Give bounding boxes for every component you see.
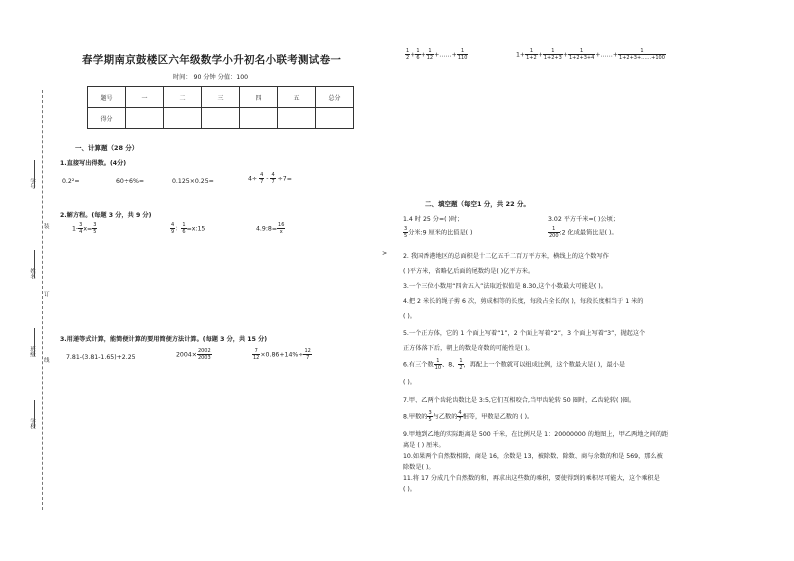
- side-word-zhuang: 装: [44, 224, 50, 230]
- q1-item: 0.2²=: [62, 178, 80, 185]
- fraction: $\frac{1}{12}$: [426, 48, 434, 61]
- q1-text: =: [286, 175, 292, 183]
- header-cell: 三: [202, 87, 240, 108]
- side-word-ding: 订: [44, 292, 50, 298]
- sum-expression-1: $\frac{1}{2}$ + $\frac{1}{6}$ + $\frac{1}{12}$ +……+ $\frac{1}{110}$: [406, 48, 468, 61]
- fraction: $\frac{3}{5}$: [428, 410, 432, 423]
- binding-line: [42, 90, 43, 510]
- fraction: $\frac{1}{1+2+3+4}$: [569, 48, 595, 61]
- fill-line-18: 11.将 17 分成几个自然数的和，再求出这些数的乘积，要使得到的乘积尽可能大，这个乘积是: [403, 475, 660, 482]
- fraction: $\frac{1}{1+2}$: [526, 48, 537, 61]
- page-title: 春学期南京鼓楼区六年级数学小升初名小联考测试卷一: [82, 54, 342, 66]
- fill-line-13: 8.甲数的 $\frac{3}{5}$ 与乙数的 $\frac{4}{7}$ 相等，甲数是乙数的 ( )。: [403, 410, 534, 423]
- name-blank[interactable]: [34, 250, 35, 278]
- side-label-name: 姓名: [29, 268, 35, 279]
- q1-text: ÷: [277, 175, 283, 183]
- fill-line-1b: 3.02 平方千米=( )公顷；: [548, 216, 620, 223]
- fraction: $\frac{3}{5}$: [404, 226, 408, 239]
- fill-line-5: 3.一个三位小数用“四舍五入”法取近似值是 8.30,这个小数最大可能是( )。: [403, 283, 607, 290]
- fraction: $\frac{1}{2}$: [406, 48, 410, 61]
- q3-expr1: 7.81-(3.81-1.65)+2.25: [66, 354, 136, 361]
- fraction: $\frac{1}{2}$: [459, 358, 463, 371]
- header-cell: 题号: [88, 87, 126, 108]
- part1-heading: 一、计算题（28 分）: [75, 144, 139, 152]
- score-cell[interactable]: [164, 108, 202, 129]
- score-cell[interactable]: [126, 108, 164, 129]
- q1-item: 0.125×0.25=: [172, 178, 214, 185]
- fill-line-6: 4.把 2 米长的绳子剪 6 次，剪成相等的长度，每段占全长的( )，每段长度相当于 1 米的: [403, 298, 644, 305]
- q3-expr2: 2004× $\frac{2002}{2003}$: [176, 348, 211, 361]
- q3-heading: 3.用递等式计算，能简便计算的要用简便方法计算。(每题 3 分，共 15 分): [60, 336, 268, 343]
- q2-eq1: 1- $\frac{3}{4}$ x= $\frac{3}{5}$: [72, 222, 97, 235]
- q2-heading: 2.解方程。(每题 3 分，共 9 分): [60, 212, 152, 219]
- fraction: $\frac{4}{7}$: [271, 172, 275, 185]
- score-table: [87, 86, 354, 129]
- fill-line-10: 6.有三个数 $\frac{1}{10}$ 、8、 $\frac{1}{2}$ ，再配上一个数就可以组成比例，这个数最大是( )，最小是: [403, 358, 626, 371]
- fill-line-2a: $\frac{3}{5}$ 分米:9 厘米的比值是( ): [404, 226, 473, 239]
- fill-line-2b: $\frac{1}{200}$ :2 化成最简比是( )。: [549, 226, 618, 239]
- header-cell: 总分: [316, 87, 354, 108]
- fraction: $\frac{1}{6}$: [416, 48, 420, 61]
- student-id-blank[interactable]: [34, 160, 35, 188]
- fraction: $\frac{1}{1+2+3}$: [543, 48, 562, 61]
- school-blank[interactable]: [34, 400, 35, 428]
- fraction: $\frac{12}{7}$: [304, 348, 311, 361]
- side-label-school: 学校: [29, 418, 35, 429]
- q1-item: 60÷6%=: [116, 178, 145, 185]
- fraction: $\frac{4}{7}$: [458, 410, 462, 423]
- q1-heading: 1.直接写出得数。(4分): [60, 160, 127, 167]
- score-cell[interactable]: [316, 108, 354, 129]
- header-cell: 二: [164, 87, 202, 108]
- q1-item-4: [248, 172, 292, 185]
- fraction: $\frac{16}{x}$: [278, 222, 285, 235]
- q1-text: 4÷: [248, 175, 258, 183]
- fill-line-12: 7.甲、乙两个齿轮齿数比是 3:5,它们互相咬合,当甲齿轮转 50 圈时，乙齿轮转( )圈。: [403, 397, 636, 404]
- fraction: $\frac{4}{9}$: [171, 222, 175, 235]
- margin-arrow: >: [382, 250, 388, 257]
- header-cell: 一: [126, 87, 164, 108]
- score-cell[interactable]: [202, 108, 240, 129]
- header-cell: 五: [278, 87, 316, 108]
- fraction: $\frac{7}{12}$: [253, 348, 260, 361]
- fraction: $\frac{3}{5}$: [93, 222, 97, 235]
- header-cell: 四: [240, 87, 278, 108]
- fill-line-1a: 1.4 时 25 分=( )时；: [403, 216, 464, 223]
- fill-line-16: 10.如果两个自然数相除，商是 16，余数是 13，被除数、除数、商与余数的和是 569，那么被: [403, 453, 663, 460]
- fill-line-4: ( )平方米，省略亿后面的尾数约是( )亿平方米。: [403, 268, 535, 275]
- row-label: 得分: [88, 108, 126, 129]
- fill-line-17: 除数是( )。: [403, 464, 435, 471]
- fraction: $\frac{1}{6}$: [182, 222, 186, 235]
- fill-line-7: ( )。: [403, 313, 416, 320]
- fill-line-14: 9.甲地到乙地的实际距离是 500 千米，在比例尺是 1：20000000 的地图上，甲乙两地之间的距: [403, 431, 669, 438]
- side-label-student-id: 学号: [29, 178, 35, 189]
- q3-expr3: $\frac{7}{12}$ ×0.86+14%÷ $\frac{12}{7}$: [253, 348, 311, 361]
- fraction: $\frac{1}{200}$: [549, 226, 559, 239]
- q1-text: -: [266, 175, 269, 183]
- fraction: $\frac{1}{1+2+3+\dots\dots+100}$: [619, 48, 665, 61]
- fraction: $\frac{2002}{2003}$: [197, 348, 211, 361]
- fill-line-8: 5.一个正方体，它的 1 个面上写着“1”，2 个面上写着“2”，3 个面上写着“3”，抛起这个: [403, 330, 646, 337]
- score-table-header-row: [88, 87, 354, 108]
- fill-line-3: 2. 我国香港地区的总面积是十二亿五千二百万平方米，横线上的这个数写作: [403, 253, 609, 260]
- score-cell[interactable]: [240, 108, 278, 129]
- class-blank[interactable]: [34, 328, 35, 356]
- part2-heading: 二、填空题（每空1 分，共 22 分。: [425, 200, 530, 208]
- fraction: $\frac{1}{10}$: [434, 358, 442, 371]
- fraction: $\frac{4}{7}$: [260, 172, 264, 185]
- fill-line-19: ( )。: [403, 486, 416, 493]
- fraction: $\frac{3}{4}$: [79, 222, 83, 235]
- fill-line-11: ( )。: [403, 379, 416, 386]
- fraction: $\frac{1}{110}$: [457, 48, 468, 61]
- side-word-xian: 线: [44, 358, 50, 364]
- score-cell[interactable]: [278, 108, 316, 129]
- fill-line-15: 离是 ( ) 厘米。: [403, 442, 445, 449]
- q1-text: 7: [282, 175, 287, 183]
- score-table-row: [88, 108, 354, 129]
- q2-eq2: $\frac{4}{9}$ ： $\frac{1}{6}$ =x:15: [171, 222, 206, 235]
- sum-expression-2: 1+ $\frac{1}{1+2}$ + $\frac{1}{1+2+3}$ + $\frac{1}{1+2+3+4}$ +……+ $\frac{1}{1+2+3+\dots\dots+100}$: [516, 48, 665, 61]
- fill-line-9: 正方体落下后，朝上的数是奇数的可能性是( )。: [403, 345, 534, 352]
- side-label-class: 班级: [29, 346, 35, 357]
- exam-meta: 时间： 90 分钟 分值：100: [173, 74, 249, 81]
- q2-eq3: 4.9:8= $\frac{16}{x}$: [256, 222, 285, 235]
